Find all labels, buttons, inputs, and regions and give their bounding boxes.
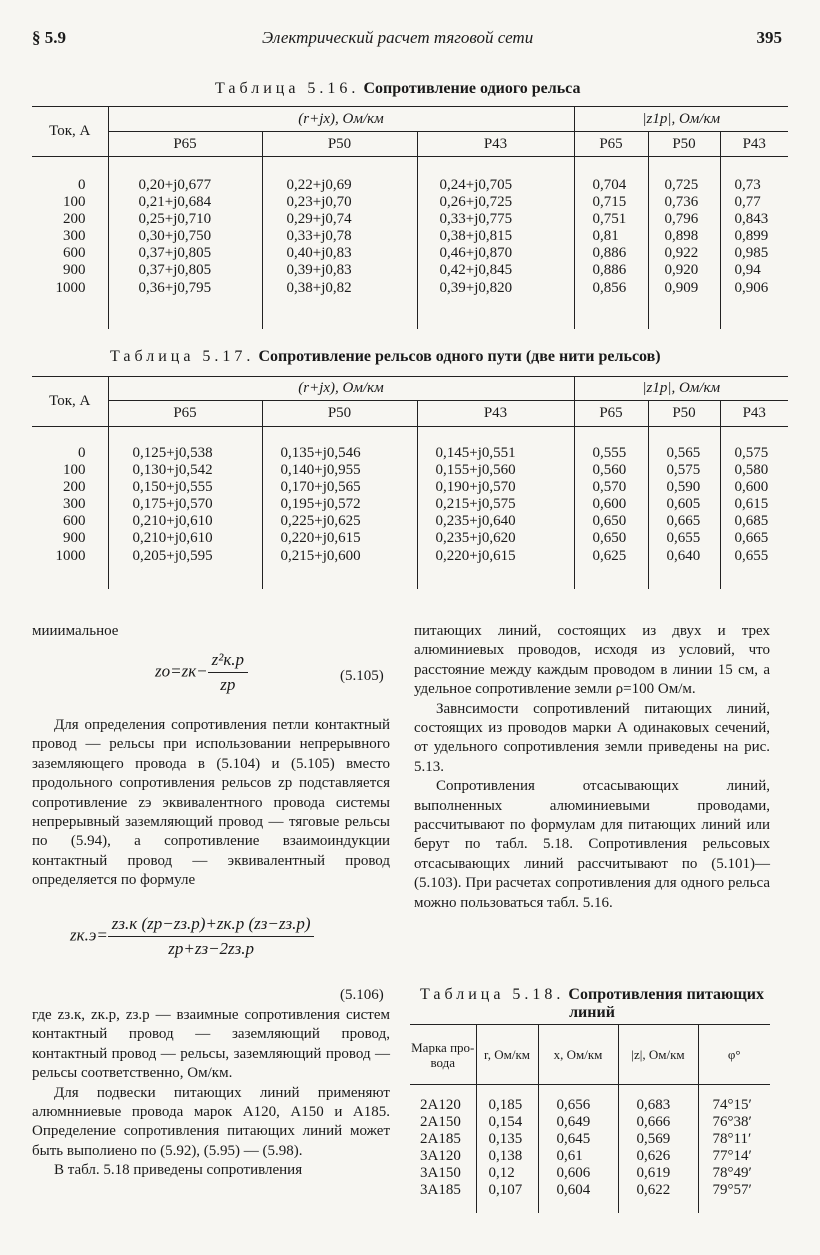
impedance-column-p50: 0,135+j0,546 0,140+j0,955 0,170+j0,565 0,195+j0,572 0,225+j0,625 0,220+j0,615 0,215+j0,600 (280, 445, 361, 564)
page-number: 395 (756, 28, 782, 47)
table-5-16 (32, 106, 788, 329)
r-column: 0,185 0,154 0,135 0,138 0,12 0,107 (488, 1097, 523, 1199)
caption-label: Таблица 5.18. (419, 986, 565, 1003)
current-column: 0 100 200 300 600 900 1000 (55, 177, 86, 296)
impedance-column-p43: 0,145+j0,551 0,155+j0,560 0,190+j0,570 0,215+j0,575 0,235+j0,640 0,235+j0,620 0,220+j0,615 (435, 445, 516, 564)
group-header-modulus: |z1р|, Ом/км (574, 107, 788, 132)
rail-type-header: Р43 (417, 401, 574, 427)
table-5-17 (32, 376, 788, 589)
section-number: § 5.9 (32, 28, 66, 47)
caption-title: Сопротивление рельсов одного пути (две нити рельсов) (258, 348, 661, 365)
rail-type-header: Р65 (108, 401, 262, 427)
modulus-column-p43: 0,73 0,77 0,843 0,899 0,985 0,94 0,906 (734, 177, 769, 296)
current-header: Ток, А (32, 377, 108, 427)
modulus-column-p50: 0,565 0,575 0,590 0,605 0,665 0,655 0,640 (666, 445, 701, 564)
x-column: 0,656 0,649 0,645 0,61 0,606 0,604 (556, 1097, 591, 1199)
rail-type-header: Р65 (574, 132, 648, 157)
rail-type-header: Р50 (648, 132, 720, 157)
rail-type-header: Р50 (262, 132, 417, 157)
impedance-column-p65: 0,20+j0,677 0,21+j0,684 0,25+j0,710 0,30+j0,750 0,37+j0,805 0,37+j0,805 0,36+j0,795 (138, 177, 212, 296)
paragraph: Для определения сопротивления петли контактный провод — рельсы при использовании непрерывного заземляющего провода в (5.104) и (5.105) вместо продольного сопротивления рельсов zр подставляется сопротивление zэ эквивалентного провода системы непрерывный заземляющий провод — тяговые рельсы по (5.94), а сопротивление взаимоиндукции контактный провод — эквивалентный провод определяется по формуле (32, 717, 390, 889)
modulus-column-p43: 0,575 0,580 0,600 0,615 0,685 0,665 0,655 (734, 445, 769, 564)
formula-5-106: zк.э= $\frac{zз.к (zр-zз.р)+zк.р (zз-zз.р)}{zр+zз-2zз.р}$ (70, 914, 314, 959)
current-column: 0 100 200 300 600 900 1000 (55, 445, 86, 564)
impedance-column-p50: 0,22+j0,69 0,23+j0,70 0,29+j0,74 0,33+j0,78 0,40+j0,83 0,39+j0,83 0,38+j0,82 (286, 177, 352, 296)
formula-5-105: zо=zк− $\frac{\text{z²к.р}}{zр}$ (155, 650, 248, 695)
rail-type-header: Р65 (574, 401, 648, 427)
rail-type-header: Р43 (720, 132, 788, 157)
table-5-18 (410, 1024, 770, 1213)
paragraph: мииимальное (32, 623, 119, 639)
running-title: Электрический расчет тяговой сети (262, 28, 534, 47)
modulus-column-p50: 0,725 0,736 0,796 0,898 0,922 0,920 0,909 (664, 177, 699, 296)
paragraph: где zз.к, zк.р, zз.р — взаимные сопротивления систем контактный провод — заземляющий провод, контактный провод — рельсы, заземляющий провод — рельсы соответственно, Ом/км. Для подвески питающих линий применяют алюмнниевые провода марок А120, А150 и А185. Определение сопротивления питающих линий может быть выполиено по (5.92), (5.95) — (5.98). В табл. 5.18 приведены сопротивления (32, 1007, 390, 1179)
group-header-impedance: (r+jx), Ом/км (108, 377, 574, 401)
modulus-column-p65: 0,704 0,715 0,751 0,81 0,886 0,886 0,856 (592, 177, 627, 296)
equation-number: (5.106) (340, 987, 384, 1003)
modulus-column-p65: 0,555 0,560 0,570 0,600 0,650 0,650 0,625 (592, 445, 627, 564)
caption-title: Сопротивление одиого рельса (363, 80, 581, 97)
rail-type-header: Р50 (648, 401, 720, 427)
header-z: |z|, Ом/км (618, 1025, 698, 1085)
caption-title: Сопротивления питающих линий (568, 986, 765, 1021)
wire-grade-column: 2А120 2А150 2А185 3А120 3А150 3А185 (420, 1097, 461, 1199)
table-5-16-caption (215, 80, 580, 98)
impedance-column-p65: 0,125+j0,538 0,130+j0,542 0,150+j0,555 0,175+j0,570 0,210+j0,610 0,210+j0,610 0,205+j0,595 (132, 445, 213, 564)
caption-label: Таблица 5.16. (215, 80, 360, 97)
phi-column: 74°15′ 76°38′ 78°11′ 77°14′ 78°49′ 79°57′ (712, 1097, 752, 1199)
rail-type-header: Р65 (108, 132, 262, 157)
rail-type-header: Р43 (720, 401, 788, 427)
rail-type-header: Р43 (417, 132, 574, 157)
header-r: r, Ом/км (476, 1025, 538, 1085)
group-header-impedance: (r+jx), Ом/км (108, 107, 574, 132)
header-x: x, Ом/км (538, 1025, 618, 1085)
rail-type-header: Р50 (262, 401, 417, 427)
group-header-modulus: |z1р|, Ом/км (574, 377, 788, 401)
header-wire-grade: Марка про-вода (411, 1039, 475, 1070)
caption-label: Таблица 5.17. (110, 348, 255, 365)
equation-number: (5.105) (340, 668, 384, 684)
current-header: Ток, А (32, 107, 108, 157)
table-5-18-caption (414, 986, 770, 1022)
z-column: 0,683 0,666 0,569 0,626 0,619 0,622 (636, 1097, 671, 1199)
header-phi: φ° (698, 1025, 770, 1085)
impedance-column-p43: 0,24+j0,705 0,26+j0,725 0,33+j0,775 0,38+j0,815 0,46+j0,870 0,42+j0,845 0,39+j0,820 (439, 177, 513, 296)
paragraph: питающих линий, состоящих из двух и трех алюминиевых проводов, исходя из условий, что расстояние между каждым проводом в линии 15 см, а удельное сопротивление земли ρ=100 Ом/м. Завнсимости сопротивлений питающих линий, состоящих из проводов марки А одинаковых сечений, от удельного сопротивления земли приведены на рис. 5.13. Сопротивления отсасывающих линий, выполненных алюминиевыми проводами, рассчитывают по формулам для питающих линий или берут по табл. 5.18. Сопротивления рельсовых отсасывающих линий рассчитывают по (5.101)—(5.103). При расчетах сопротивления для одного рельса можно пользоваться табл. 5.16. (414, 623, 770, 911)
table-5-17-caption (110, 348, 661, 366)
